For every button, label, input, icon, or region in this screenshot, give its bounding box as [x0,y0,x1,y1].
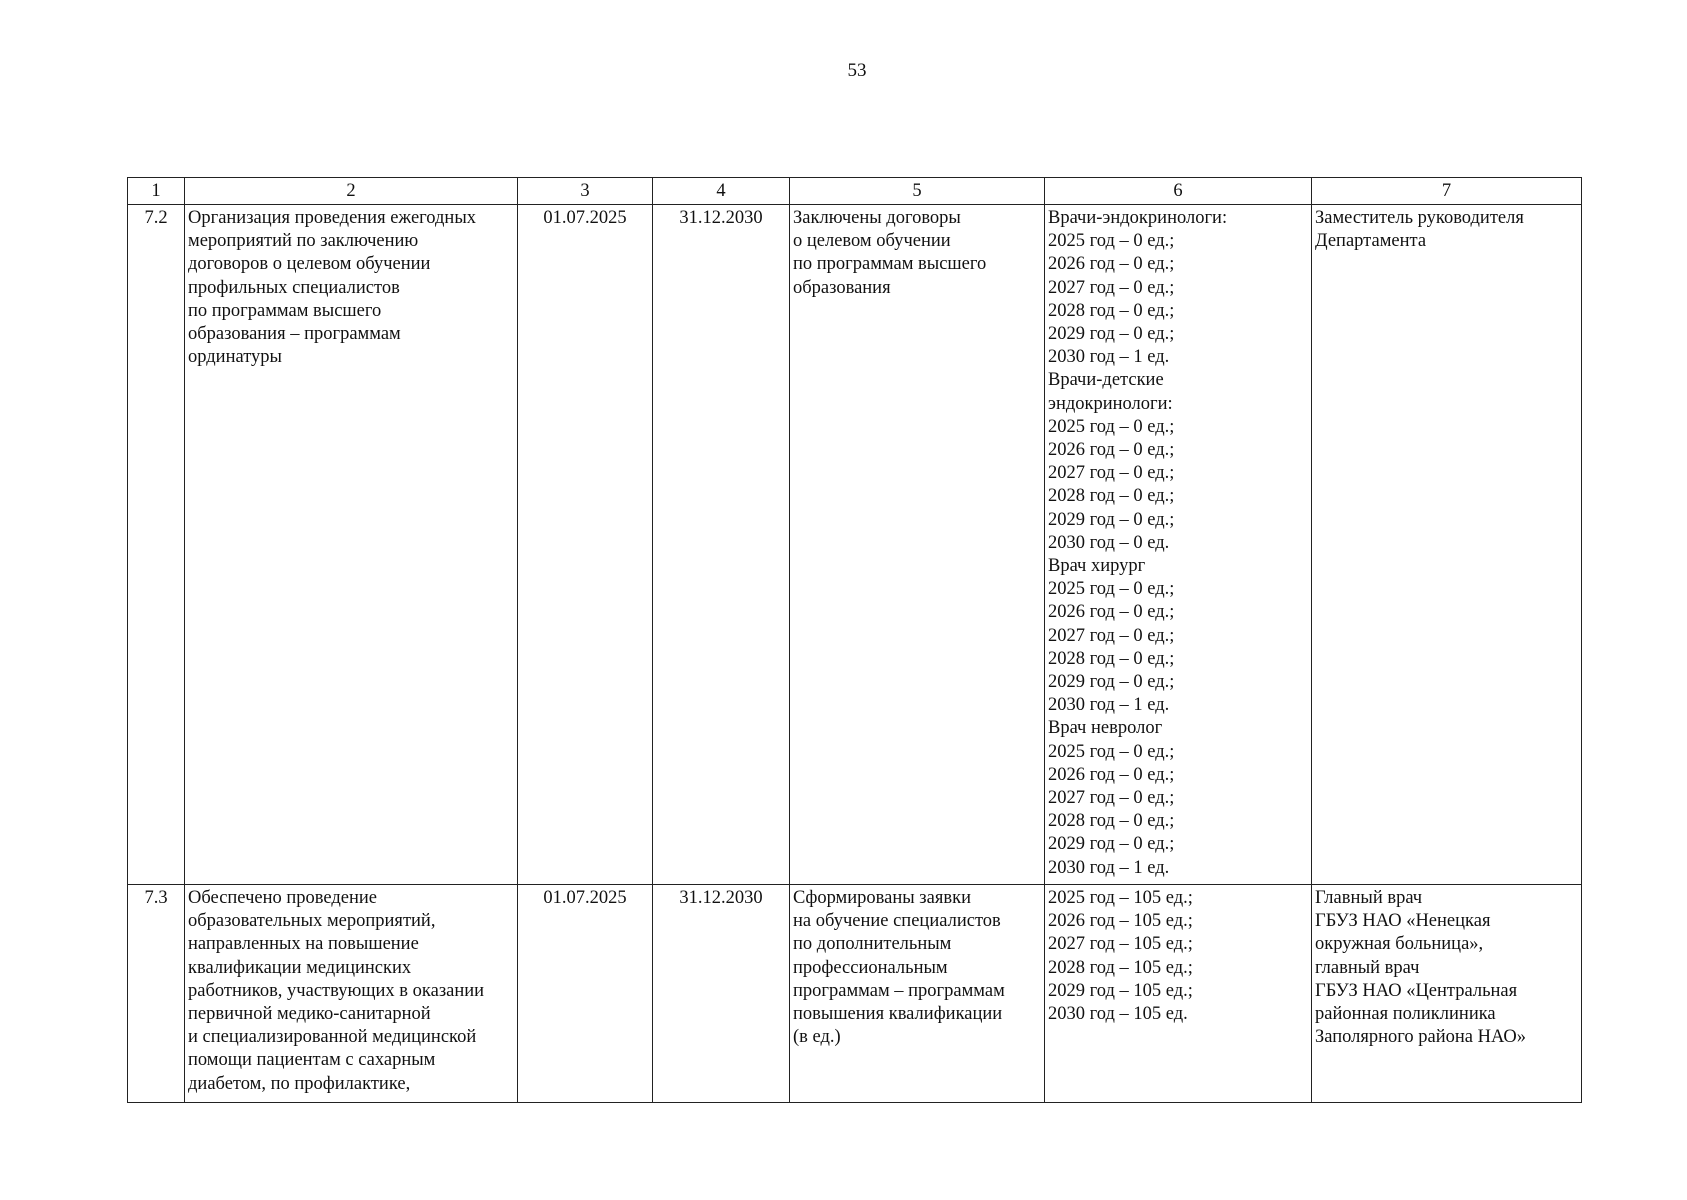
header-row [128,178,1582,205]
table-row [128,885,1582,1103]
indicators-cell: Врачи-эндокринологи: 2025 год – 0 ед.; 2026 год – 0 ед.; 2027 год – 0 ед.; 2028 год – 0 ед.; 2029 год – 0 ед.; 2030 год – 1 ед. Врачи-детские эндокринологи: 2025 год – 0 ед.; 2026 год – 0 ед.; 2027 год – 0 ед.; 2028 год – 0 ед.; 2029 год – 0 ед.; 2030 год – 0 ед. Врач хирург 2025 год – 0 ед.; 2026 год – 0 ед.; 2027 год – 0 ед.; 2028 год – 0 ед.; 2029 год – 0 ед.; 2030 год – 1 ед. Врач невролог 2025 год – 0 ед.; 2026 год – 0 ед.; 2027 год – 0 ед.; 2028 год – 0 ед.; 2029 год – 0 ед.; 2030 год – 1 ед. [1045,205,1312,885]
page-number: 53 [847,60,867,81]
column-header-6: 6 [1045,178,1312,205]
column-header-1: 1 [128,178,185,205]
result-cell: Сформированы заявки на обучение специалистов по дополнительным профессиональным программам – программам повышения квалификации (в ед.) [790,885,1045,1103]
column-header-5: 5 [790,178,1045,205]
row-number: 7.3 [128,885,185,1103]
column-header-7: 7 [1312,178,1582,205]
responsible-cell: Главный врач ГБУЗ НАО «Ненецкая окружная больница», главный врач ГБУЗ НАО «Центральная районная поликлиника Заполярного района НАО» [1312,885,1582,1103]
column-header-2: 2 [185,178,518,205]
end-date-cell: 31.12.2030 [653,205,790,885]
result-cell: Заключены договоры о целевом обучении по программам высшего образования [790,205,1045,885]
row-number: 7.2 [128,205,185,885]
plan-table [127,177,1582,1103]
indicators-cell: 2025 год – 105 ед.; 2026 год – 105 ед.; 2027 год – 105 ед.; 2028 год – 105 ед.; 2029 год – 105 ед.; 2030 год – 105 ед. [1045,885,1312,1103]
column-header-3: 3 [518,178,653,205]
start-date-cell: 01.07.2025 [518,885,653,1103]
activity-cell: Обеспечено проведение образовательных мероприятий, направленных на повышение квалификации медицинских работников, участвующих в оказании первичной медико-санитарной и специализированной медицинской помощи пациентам с сахарным диабетом, по профилактике, [185,885,518,1103]
activity-cell: Организация проведения ежегодных мероприятий по заключению договоров о целевом обучении профильных специалистов по программам высшего образования – программам ординатуры [185,205,518,885]
end-date-cell: 31.12.2030 [653,885,790,1103]
start-date-cell: 01.07.2025 [518,205,653,885]
column-header-4: 4 [653,178,790,205]
responsible-cell: Заместитель руководителя Департамента [1312,205,1582,885]
table-row [128,205,1582,885]
